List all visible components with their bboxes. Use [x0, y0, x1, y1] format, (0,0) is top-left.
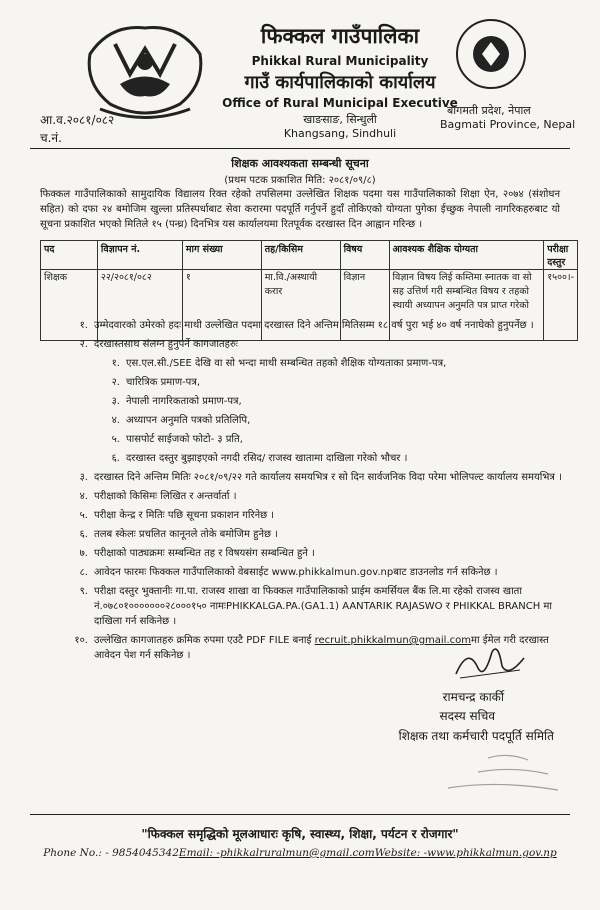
table-header-row — [41, 241, 578, 270]
email-link[interactable]: recruit.phikkalmun@gmail.com — [314, 635, 471, 646]
signatory-role: सदस्य सचिव — [439, 709, 495, 723]
province-nepali: बागमती प्रदेश, नेपाल — [447, 104, 531, 117]
list-item: १०. उल्लेखित कागजातहरु क्रमिक रुपमा एउटै PDF FILE बनाई recruit.phikkalmun@gmail.comमा ईमेल गरी दरखास्त आवेदन पेश गर्न सकिनेछ । — [74, 635, 549, 661]
conditions-list — [40, 318, 570, 667]
footer-phone: Phone No.: - 9854045342 — [43, 847, 179, 859]
notice-intro: फिक्कल गाउँपालिकाको सामुदायिक विद्यालय रिक्त रहेको तपसिलमा उल्लेखित शिक्षक पदमा यस गाउँपालिकाको शिक्षा ऐन, २०७४ (संशोधन सहित) को दफा २४ बमोजिम खुल्ला प्रतिस्पर्धाबाट सेवा करारमा पदपूर्ति गर्नुपर्ने हुदाँ तोकिएको योग्यता पुगेका ईच्छुक नेपाली नागरिकहरुबाट यो सूचना प्रकाशित भएको मितिले १५ (पन्ध्र) दिनभित्र यस कार्यालयमा रितपूर्वक दरखास्त दिन आह्वान गरिन्छ । — [40, 189, 560, 230]
official-stamp — [418, 748, 568, 798]
notice-publish-date: (प्रथम पटक प्रकाशित मिति: २०८१/०९/८) — [224, 175, 376, 186]
sub-list-item: १. एस.एल.सी./SEE देखि वा सो भन्दा माथी सम्बन्धित तहको शैक्षिक योग्यताका प्रमाण-पत्र, — [111, 358, 447, 369]
sub-list-item: ५. पासपोर्ट साईजको फोटो- ३ प्रति, — [111, 434, 243, 445]
table-header-cell: पद — [41, 241, 98, 270]
chalani-number: च.नं. — [40, 131, 62, 145]
table-cell: शिक्षक — [41, 270, 98, 341]
table-cell: १५००।- — [544, 270, 578, 341]
list-item: ८. आवेदन फारमः फिक्कल गाउँपालिकाको वेबसाईट www.phikkalmun.gov.npबाट डाउनलोड गर्न सकिनेछ । — [79, 567, 498, 578]
sub-list-item: २. चारित्रिक प्रमाण-पत्र, — [111, 377, 201, 388]
list-item: १. उम्मेदवारको उमेरको हदः माथी उल्लेखित पदमा दरखास्त दिने अन्तिम मितिसम्म १८ वर्ष पुरा भई ४० वर्ष ननाघेको हुनुपर्नेछ । — [79, 320, 534, 331]
list-item: ४. परीक्षाको किसिमः लिखित र अन्तर्वार्ता । — [79, 491, 237, 502]
municipality-seal-logo — [452, 14, 530, 94]
table-header-cell: आवश्यक शैक्षिक योग्यता — [389, 241, 544, 270]
table-header-cell: विषय — [340, 241, 389, 270]
list-item: ३. दरखास्त दिने अन्तिम मितिः २०८१/०९/२२ गते कार्यालय समयभित्र र सो दिन सार्वजनिक विदा परेमा भोलिपल्ट कार्यालय समयभित्र । — [79, 472, 562, 483]
footer-slogan: "फिक्कल समृद्धिको मूलआधारः कृषि, स्वास्थ्य, शिक्षा, पर्यटन र रोजगार" — [141, 827, 459, 841]
table-cell: १ — [182, 270, 261, 341]
municipality-name-nepali: फिक्कल गाउँपालिका — [260, 24, 420, 48]
footer-divider — [30, 814, 570, 815]
sub-list-item: ६. दरखास्त दस्तुर बुझाइएको नगदी रसिद/ राजस्व खातामा दाखिला गरेको भौचर । — [111, 453, 408, 464]
notice-title: शिक्षक आवश्यकता सम्बन्धी सूचना — [231, 157, 369, 170]
table-cell: २२/२०८१/०८२ — [97, 270, 182, 341]
table-header-cell: तह/किसिम — [261, 241, 340, 270]
list-item: ६. तलब स्केलः प्रचलित कानूनले तोके बमोजिम हुनेछ । — [79, 529, 278, 540]
list-item: ५. परीक्षा केन्द्र र मितिः पछि सूचना प्रकाशन गरिनेछ । — [79, 510, 275, 521]
sub-list-item: ४. अध्यापन अनुमति पत्रको प्रतिलिपि, — [111, 415, 251, 426]
footer-website[interactable]: Website: -www.phikkalmun.gov.np — [374, 847, 557, 859]
list-item: ९. परीक्षा दस्तुर भुक्तानीः गा.पा. राजस्व शाखा वा फिक्कल गाउँपालिकाको प्राईम कमर्सियल बैंक लि.मा रहेको राजस्व खाता नं.०७८०१०००००००२८०००१५० नामःPHIKKALGA.PA.(GA1.1) AANTARIK RAJASWO र PHIKKAL BRANCH मा दाखिला गर्न सकिनेछ । — [79, 586, 553, 627]
table-header-cell: परीक्षा दस्तुर — [544, 241, 578, 270]
office-name-english: Office of Rural Municipal Executive — [222, 96, 458, 110]
office-name-nepali: गाउँ कार्यपालिकाको कार्यालय — [244, 72, 436, 93]
sub-list-item: ३. नेपाली नागरिकताको प्रमाण-पत्र, — [111, 396, 242, 407]
list-item: ७. परीक्षाको पाठ्यक्रमः सम्बन्धित तह र विषयसंग सम्बन्धित हुने । — [79, 548, 315, 559]
signature — [450, 640, 530, 684]
table-header-cell: विज्ञापन नं. — [97, 241, 182, 270]
header-divider — [30, 148, 570, 149]
list-item: २. दरखास्तसाथ संलग्न हुनुपर्ने कागजातहरुः — [79, 339, 238, 350]
signatory-name: रामचन्द्र कार्की — [442, 690, 504, 704]
table-header-cell: माग संख्या — [182, 241, 261, 270]
location-nepali: खाङसाङ, सिन्धुली — [303, 113, 377, 126]
footer-contact — [0, 847, 600, 859]
fiscal-year: आ.व.२०८१/०८२ — [40, 113, 115, 127]
table-cell: विज्ञान — [340, 270, 389, 341]
province-english: Bagmati Province, Nepal — [440, 118, 576, 131]
footer-email[interactable]: Email: -phikkalruralmun@gmail.com — [178, 847, 375, 859]
signatory-committee: शिक्षक तथा कर्मचारी पदपूर्ति समिति — [398, 729, 554, 743]
location-english: Khangsang, Sindhuli — [283, 127, 397, 140]
municipality-name-english: Phikkal Rural Municipality — [251, 54, 429, 68]
table-cell: मा.वि./अस्थायी करार — [261, 270, 340, 341]
table-cell: विज्ञान विषय लिई कम्तिमा स्नातक वा सो सह उत्तिर्ण गरी सम्बन्धित विषय र तहको स्थायी अध्यापन अनुमति पत्र प्राप्त गरेको — [389, 270, 544, 341]
